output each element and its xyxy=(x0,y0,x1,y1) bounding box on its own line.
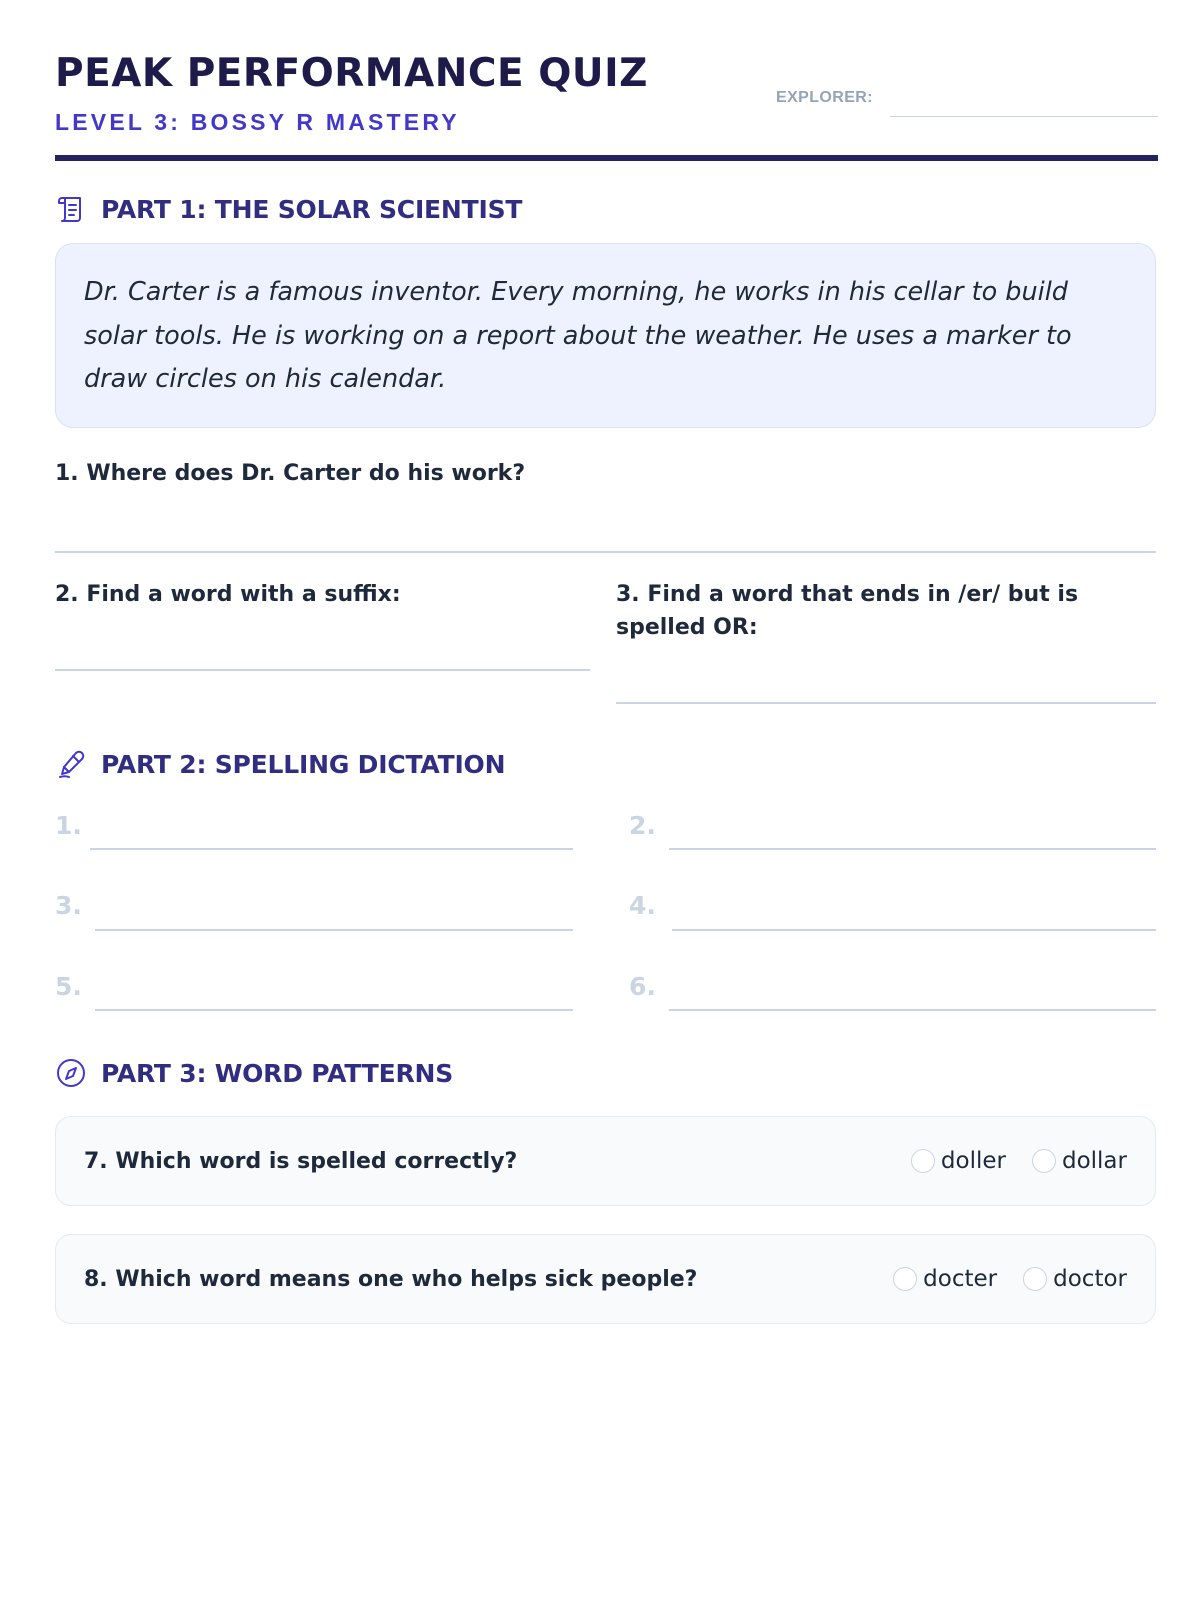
question-3-answer-line[interactable] xyxy=(616,702,1156,704)
question-8-option-docter[interactable] xyxy=(893,1266,997,1292)
quiz-title: PEAK PERFORMANCE QUIZ xyxy=(55,51,648,96)
question-2-answer-line[interactable] xyxy=(55,669,590,671)
radio-button[interactable] xyxy=(1023,1267,1047,1291)
dictation-number-1: 1. xyxy=(55,811,82,840)
question-8-card xyxy=(55,1234,1156,1324)
dictation-number-6: 6. xyxy=(629,972,656,1001)
part1-title: PART 1: THE SOLAR SCIENTIST xyxy=(101,194,523,224)
dictation-number-5: 5. xyxy=(55,972,82,1001)
dictation-number-2: 2. xyxy=(629,811,656,840)
pen-icon xyxy=(55,748,87,780)
dictation-line-3[interactable] xyxy=(95,929,573,931)
dictation-line-1[interactable] xyxy=(90,848,573,850)
radio-button[interactable] xyxy=(911,1149,935,1173)
passage-text: Dr. Carter is a famous inventor. Every morning, he works in his cellar to build solar tools. He is working on a report about the weather. He uses a marker to draw circles on his calendar. xyxy=(84,277,1072,394)
dictation-line-4[interactable] xyxy=(672,929,1156,931)
question-7-text: 7. Which word is spelled correctly? xyxy=(84,1148,518,1174)
dictation-number-3: 3. xyxy=(55,891,82,920)
dictation-line-5[interactable] xyxy=(95,1009,573,1011)
header-divider xyxy=(55,155,1158,161)
dictation-line-6[interactable] xyxy=(669,1009,1156,1011)
part3-title: PART 3: WORD PATTERNS xyxy=(101,1058,454,1088)
option-label: docter xyxy=(923,1266,998,1292)
part2-heading xyxy=(55,746,505,782)
question-8-option-doctor[interactable] xyxy=(1023,1266,1127,1292)
radio-button[interactable] xyxy=(1032,1149,1056,1173)
question-7-options xyxy=(911,1117,1127,1205)
explorer-label: EXPLORER: xyxy=(776,89,873,106)
quiz-page xyxy=(55,0,1158,1292)
option-label: doctor xyxy=(1053,1266,1127,1292)
radio-button[interactable] xyxy=(893,1267,917,1291)
reading-passage xyxy=(55,243,1156,428)
question-3-text: 3. Find a word that ends in /er/ but is spelled OR: xyxy=(616,582,1079,640)
part3-heading xyxy=(55,1055,453,1091)
scroll-icon xyxy=(55,193,87,225)
question-1-text: 1. Where does Dr. Carter do his work? xyxy=(55,461,526,486)
quiz-subtitle: LEVEL 3: BOSSY R MASTERY xyxy=(55,109,460,135)
question-8-text: 8. Which word means one who helps sick people? xyxy=(84,1266,698,1292)
dictation-line-2[interactable] xyxy=(669,848,1156,850)
question-7-option-dollar[interactable] xyxy=(1032,1148,1127,1174)
explorer-name-field[interactable] xyxy=(890,116,1158,117)
compass-icon xyxy=(55,1057,87,1089)
option-label: dollar xyxy=(1061,1148,1127,1174)
option-label: doller xyxy=(940,1148,1006,1174)
part1-heading xyxy=(55,191,522,227)
dictation-number-4: 4. xyxy=(629,891,656,920)
question-2-text: 2. Find a word with a suffix: xyxy=(55,582,401,607)
question-7-option-doller[interactable] xyxy=(911,1148,1006,1174)
question-7-card xyxy=(55,1116,1156,1206)
quiz-header xyxy=(55,0,1158,163)
question-1-answer-line[interactable] xyxy=(55,551,1156,553)
part2-title: PART 2: SPELLING DICTATION xyxy=(101,749,506,779)
question-8-options xyxy=(893,1235,1127,1323)
